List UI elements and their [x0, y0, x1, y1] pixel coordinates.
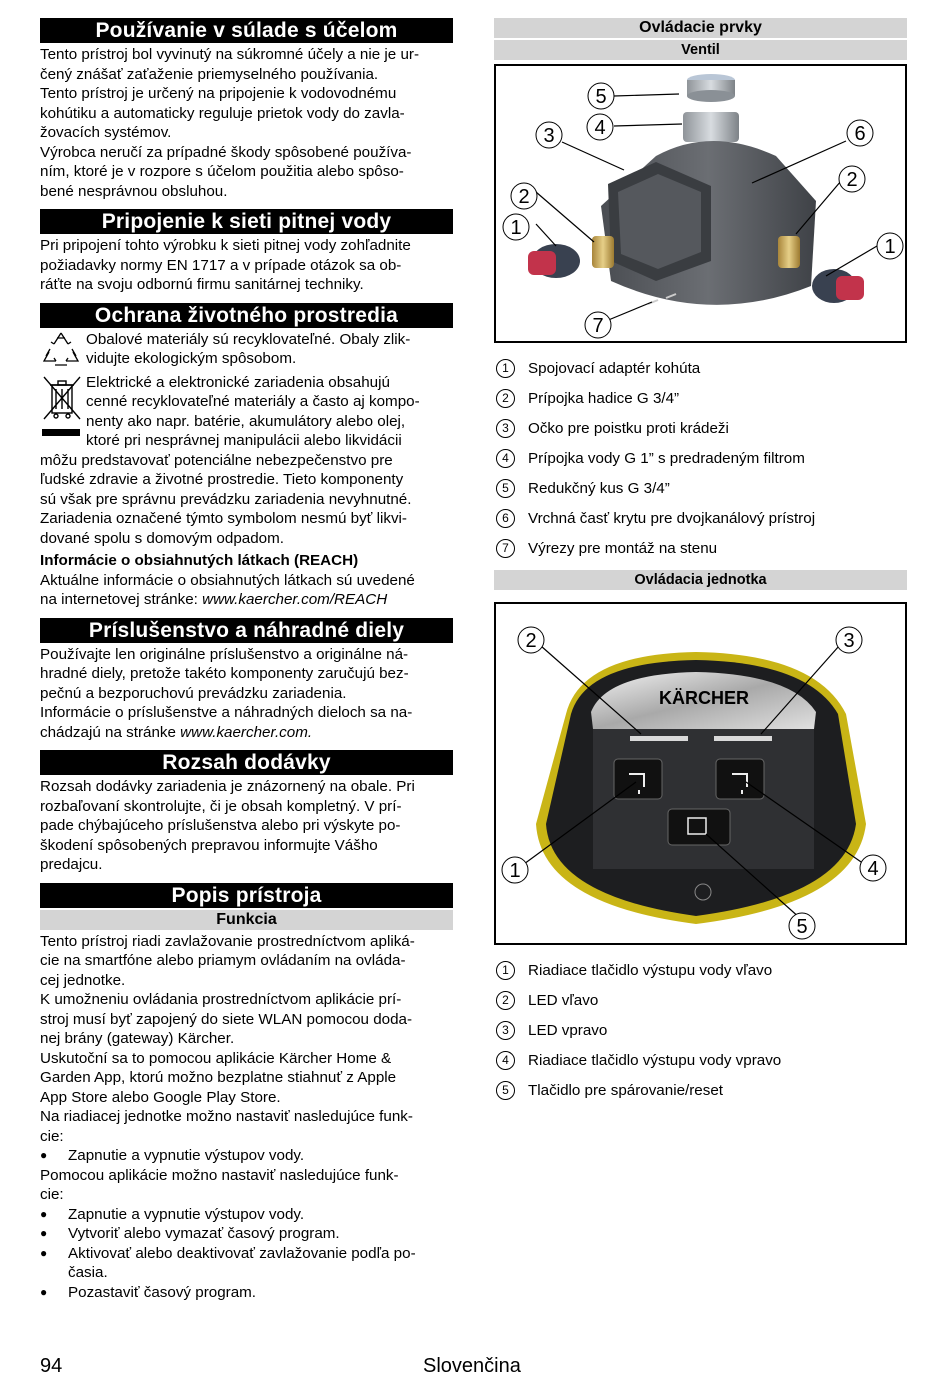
- legend-number: 5: [496, 479, 515, 498]
- heading-accessories: Príslušenstvo a náhradné diely: [40, 618, 453, 643]
- legend-text: Redukčný kus G 3/4”: [528, 479, 670, 497]
- function-line: cej jednotke.: [40, 971, 126, 989]
- legend-row: [494, 1075, 907, 1105]
- legend-text: Prípojka vody G 1” s predradeným filtrom: [528, 449, 805, 467]
- intended-use-line: bené nesprávnou obsluhou.: [40, 182, 228, 200]
- subheading-function: Funkcia: [40, 910, 453, 930]
- valve-legend: [494, 353, 907, 563]
- legend-text: Prípojka hadice G 3/4”: [528, 389, 680, 407]
- intended-use-line: kohútiku a automaticky reguluje prietok vody do zavla-: [40, 104, 405, 122]
- function-line: Tento prístroj riadi zavlažovanie prostredníctvom apliká-: [40, 932, 415, 950]
- intended-use-line: Tento prístroj je určený na pripojenie k vodovodnému: [40, 85, 397, 102]
- reach-heading: Informácie o obsiahnutých látkach (REACH): [40, 552, 359, 569]
- legend-text: Výrezy pre montáž na stenu: [528, 539, 718, 557]
- weee-line: nenty ako napr. batérie, akumulátory alebo olej,: [86, 412, 406, 430]
- intended-use-line: Tento prístroj bol vyvinutý na súkromné účely a nie je ur-: [40, 46, 420, 63]
- function-line: nej brány (gateway) Kärcher.: [40, 1030, 235, 1047]
- accessories-link[interactable]: www.kaercher.com.: [180, 723, 313, 741]
- delivery-line: pade chýbajúceho príslušenstva alebo pri výskyte po-: [40, 817, 401, 834]
- legend-number: 6: [496, 509, 515, 528]
- heading-environment: Ochrana životného prostredia: [40, 303, 453, 328]
- bullet-item: ● Zapnutie a vypnutie výstupov vody.: [40, 1205, 453, 1225]
- reach-line: [40, 590, 453, 610]
- weee-line: Elektrické a elektronické zariadenia obsahujú: [86, 373, 390, 391]
- weee-line: sú však pre správnu prevádzku zariadenia nevyhnutné.: [40, 490, 412, 508]
- accessories-line: Informácie o príslušenstve a náhradných dieloch sa na-: [40, 704, 413, 721]
- valve-figure: [494, 64, 907, 343]
- function-line: Garden App, ktorú možno bezplatne stiahnuť z Apple: [40, 1069, 397, 1086]
- intended-use-line: čený znášať zaťaženie priemyselného používania.: [40, 65, 379, 83]
- callout-1: 1: [510, 217, 522, 239]
- function-line: K umožneniu ovládania prostredníctvom aplikácie prí-: [40, 991, 402, 1008]
- unit-callout-5: 5: [796, 916, 808, 938]
- legend-text: Riadiace tlačidlo výstupu vody vľavo: [528, 961, 773, 979]
- callout-6: 6: [854, 123, 866, 145]
- unit-callout-3: 3: [843, 630, 855, 652]
- callout-1b: 1: [884, 236, 896, 258]
- heading-controls: Ovládacie prvky: [494, 18, 907, 38]
- drinking-water-line: ráťte na svoju odbornú firmu sanitárnej techniky.: [40, 276, 364, 293]
- weee-line: dované spolu s domovým odpadom.: [40, 529, 284, 547]
- legend-row: [494, 985, 907, 1015]
- heading-intended-use: Používanie v súlade s účelom: [40, 18, 453, 43]
- callout-2: 2: [518, 186, 530, 208]
- recycle-line: vidujte ekologickým spôsobom.: [86, 350, 297, 367]
- legend-text: Vrchná časť krytu pre dvojkanálový prístroj: [528, 509, 816, 527]
- bullet-item: ● Vytvoriť alebo vymazať časový program.: [40, 1224, 453, 1244]
- accessories-line: hradné diely, pretože takéto komponenty zaručujú bez-: [40, 665, 409, 682]
- function-line: Na riadiacej jednotke možno nastaviť nasledujúce funk-: [40, 1108, 413, 1125]
- legend-text: Spojovací adaptér kohúta: [528, 359, 701, 377]
- recycle-block: [40, 330, 453, 373]
- control-unit-figure: [494, 602, 907, 945]
- legend-row: [494, 503, 907, 533]
- page-number: 94: [40, 1355, 63, 1377]
- bullet-item: ● Zapnutie a vypnutie výstupov vody.: [40, 1146, 453, 1166]
- weee-line: ľudské zdravie a životné prostredie. Tieto komponenty: [40, 471, 404, 488]
- delivery-line: rozbaľovaní skontrolujte, či je obsah kompletný. V prí-: [40, 797, 402, 815]
- crossed-bin-icon: [40, 373, 84, 445]
- legend-number: 3: [496, 1021, 515, 1040]
- legend-row: [494, 353, 907, 383]
- bullet-item: ● Pozastaviť časový program.: [40, 1283, 453, 1303]
- drinking-water-line: požiadavky normy EN 1717 a v prípade otázok sa ob-: [40, 256, 402, 274]
- subheading-control-unit: Ovládacia jednotka: [494, 570, 907, 590]
- function-line: cie:: [40, 1127, 64, 1145]
- heading-scope-of-delivery: Rozsah dodávky: [40, 750, 453, 775]
- reach-link[interactable]: www.kaercher.com/REACH: [202, 591, 388, 608]
- callout-5: 5: [595, 86, 607, 108]
- function-line: stroj musí byť zapojený do siete WLAN pomocou doda-: [40, 1010, 413, 1028]
- weee-block: [40, 373, 453, 451]
- legend-row: [494, 473, 907, 503]
- legend-text: Očko pre poistku proti krádeži: [528, 419, 729, 437]
- control-unit-illustration: [496, 604, 905, 943]
- legend-text: Riadiace tlačidlo výstupu vody vpravo: [528, 1051, 782, 1069]
- legend-row: [494, 955, 907, 985]
- accessories-prefix: chádzajú na stránke: [40, 723, 181, 741]
- unit-callout-2: 2: [525, 630, 537, 652]
- legend-number: 4: [496, 1051, 515, 1070]
- reach-line: Aktuálne informácie o obsiahnutých látkach sú uvedené: [40, 571, 415, 589]
- weee-line: cenné recyklovateľné materiály a často aj kompo-: [86, 393, 420, 410]
- function-line: Uskutoční sa to pomocou aplikácie Kärcher Home &: [40, 1049, 392, 1067]
- recycle-icon: [40, 330, 82, 368]
- legend-number: 7: [496, 539, 515, 558]
- delivery-line: Rozsah dodávky zariadenia je znázornený na obale. Pri: [40, 778, 415, 795]
- legend-number: 1: [496, 961, 515, 980]
- subheading-valve: Ventil: [494, 40, 907, 60]
- heading-drinking-water: Pripojenie k sieti pitnej vody: [40, 209, 453, 234]
- valve-illustration: [496, 66, 905, 341]
- legend-row: [494, 533, 907, 563]
- unit-callout-1: 1: [509, 860, 521, 882]
- function-line: Pomocou aplikácie možno nastaviť nasledujúce funk-: [40, 1166, 399, 1184]
- callout-4: 4: [594, 117, 606, 139]
- legend-row: [494, 1045, 907, 1075]
- accessories-line: pečnú a bezporuchovú prevádzku zariadenia.: [40, 684, 347, 702]
- legend-number: 2: [496, 991, 515, 1010]
- legend-number: 2: [496, 389, 515, 408]
- bullet-item: ● Aktivovať alebo deaktivovať zavlažovanie podľa po-: [40, 1244, 453, 1264]
- legend-row: [494, 383, 907, 413]
- legend-text: LED vľavo: [528, 991, 599, 1009]
- legend-number: 1: [496, 359, 515, 378]
- function-line: cie na smartfóne alebo priamym ovládaním na ovláda-: [40, 952, 406, 969]
- brand-logo: KÄRCHER: [659, 688, 749, 708]
- right-column: [494, 18, 907, 1105]
- function-line: App Store alebo Google Play Store.: [40, 1088, 281, 1106]
- legend-row: [494, 1015, 907, 1045]
- weee-line: ktoré pri nesprávnej manipulácii alebo likvidácii: [86, 432, 402, 449]
- drinking-water-line: Pri pripojení tohto výrobku k sieti pitnej vody zohľadnite: [40, 237, 411, 254]
- weee-line: môžu predstavovať potenciálne nebezpečenstvo pre: [40, 451, 393, 469]
- weee-line: Zariadenia označené týmto symbolom nesmú byť likvi-: [40, 510, 407, 527]
- bullet-continuation: časia.: [68, 1264, 108, 1281]
- accessories-line: [40, 723, 453, 743]
- legend-number: 3: [496, 419, 515, 438]
- callout-3: 3: [543, 125, 555, 147]
- control-unit-legend: [494, 955, 907, 1105]
- delivery-line: škodení spôsobených prepravou informujte Vášho: [40, 836, 378, 854]
- legend-text: Tlačidlo pre spárovanie/reset: [528, 1081, 724, 1099]
- legend-number: 5: [496, 1081, 515, 1100]
- footer-language: Slovenčina: [423, 1355, 521, 1377]
- left-column: [40, 18, 453, 1302]
- legend-text: LED vpravo: [528, 1021, 608, 1039]
- recycle-line: Obalové materiály sú recyklovateľné. Obaly zlik-: [86, 330, 411, 348]
- function-line: cie:: [40, 1186, 64, 1203]
- legend-row: [494, 413, 907, 443]
- callout-2b: 2: [846, 169, 858, 191]
- legend-number: 4: [496, 449, 515, 468]
- unit-callout-4: 4: [867, 858, 879, 880]
- legend-row: [494, 443, 907, 473]
- heading-device-description: Popis prístroja: [40, 883, 453, 908]
- intended-use-line: Výrobca neručí za prípadné škody spôsobené používa-: [40, 143, 412, 161]
- intended-use-line: žovacích systémov.: [40, 124, 172, 141]
- intended-use-line: ním, ktoré je v rozpore s účelom použitia alebo spôso-: [40, 163, 404, 180]
- delivery-line: predajcu.: [40, 856, 103, 873]
- accessories-line: Používajte len originálne príslušenstvo a originálne ná-: [40, 645, 409, 663]
- callout-7: 7: [592, 315, 604, 337]
- reach-prefix: na internetovej stránke:: [40, 591, 203, 608]
